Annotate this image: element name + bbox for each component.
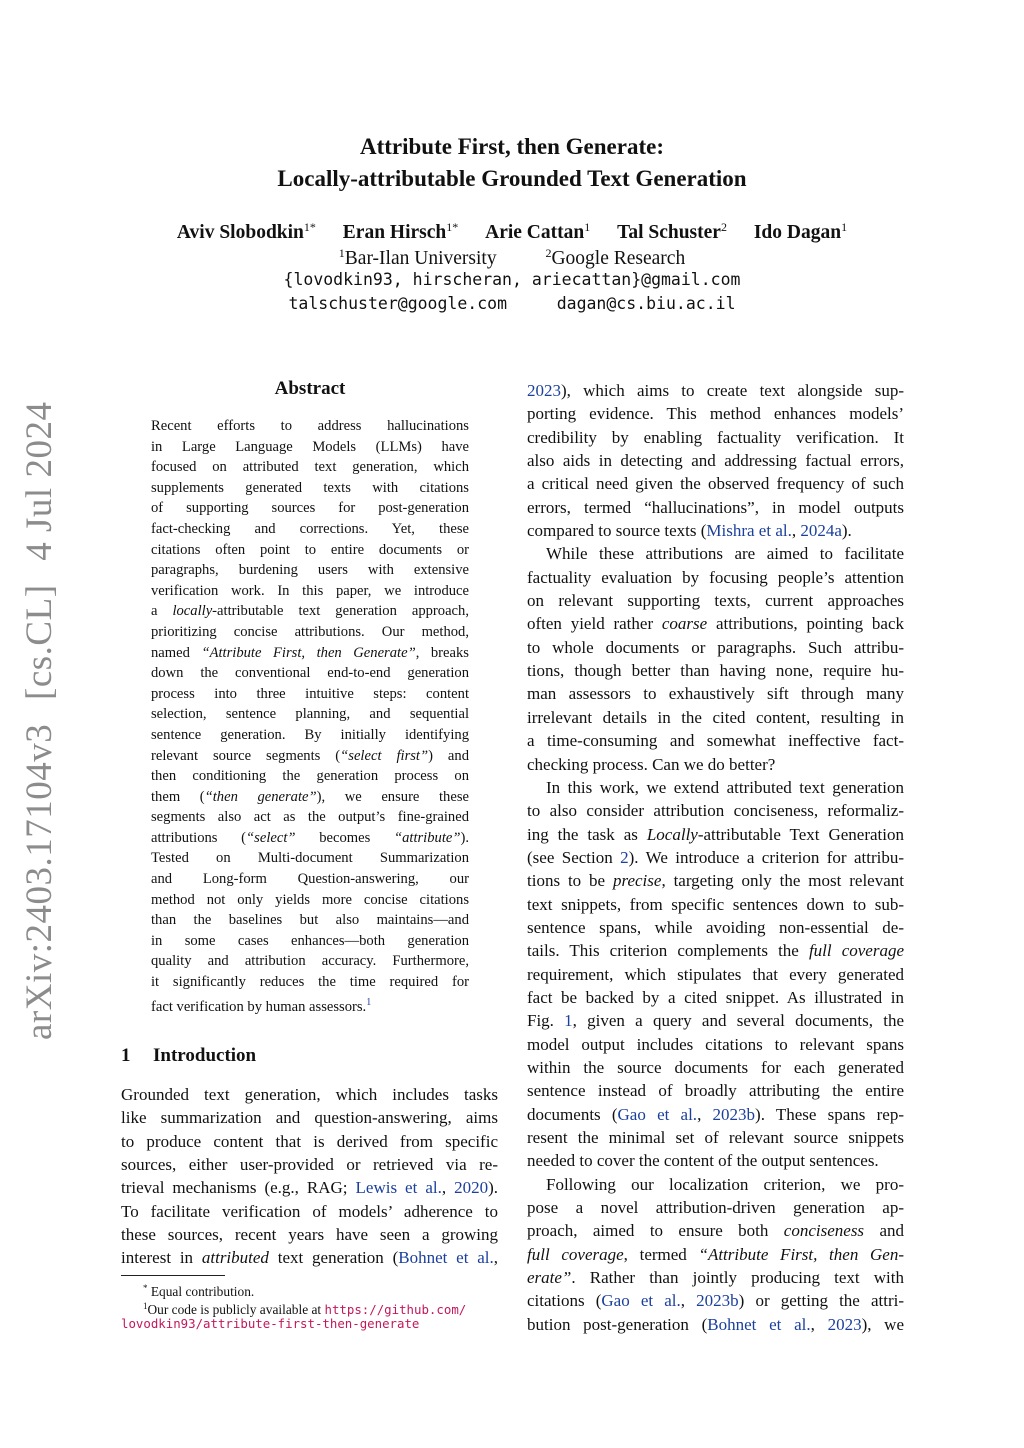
author: Aviv Slobodkin$^{1*}$ — [176, 220, 316, 243]
text-line — [151, 663, 469, 684]
text-segment: checking process. Can we do better? — [527, 754, 776, 774]
text-segment: . Rather than jointly producing text with — [571, 1268, 904, 1288]
text-line — [151, 890, 469, 911]
text-segment: down the conventional end-to-end generation — [151, 665, 469, 682]
text-line — [527, 729, 904, 752]
text-segment: ). We introduce a criterion for attribu- — [628, 847, 904, 867]
text-line — [527, 869, 904, 892]
text-segment: relevant source segments ( — [151, 747, 341, 764]
text-segment: ) or getting the attri- — [738, 1291, 905, 1311]
text-line — [121, 1200, 498, 1223]
citation-link[interactable]: 2023b — [712, 1104, 756, 1124]
text-segment: ), we — [861, 1314, 905, 1334]
emphasis-text: coarse — [661, 614, 708, 634]
text-segment: then conditioning the generation process on — [151, 768, 469, 785]
text-line — [151, 828, 469, 849]
footnote-rule — [121, 1275, 225, 1276]
section-number: 1 — [121, 1045, 131, 1066]
text-segment: segments also act as the output’s fine-grained — [151, 809, 469, 826]
text-segment: on relevant supporting texts, current approaches — [527, 591, 904, 611]
text-segment: Recent efforts to address hallucinations — [151, 418, 469, 434]
text-segment: verification work. In this paper, we introduce — [151, 582, 469, 599]
text-line — [527, 449, 904, 472]
emphasis-text: precise — [612, 871, 662, 891]
text-line — [151, 766, 469, 787]
text-segment: often yield rather — [527, 614, 662, 634]
citation-link[interactable]: Mishra et al. — [706, 521, 792, 541]
text-line — [527, 519, 904, 542]
text-segment: errors, termed “hallucinations”, in model outputs — [527, 497, 904, 517]
text-line — [151, 993, 469, 1014]
text-segment: model output includes citations to relevant spans — [527, 1034, 904, 1054]
citation-link[interactable]: 2 — [620, 847, 629, 867]
text-segment: sources, either user-provided or retrieved via re- — [121, 1155, 498, 1175]
text-segment: ing the task as — [527, 824, 647, 844]
right-column-text — [527, 379, 904, 1336]
text-segment: factuality evaluation by focusing people’s attention — [527, 567, 904, 587]
text-segment: of supporting sources for post-generation — [151, 500, 469, 517]
text-segment: Grounded text generation, which includes tasks — [121, 1085, 498, 1104]
text-line — [527, 1173, 904, 1196]
text-segment: To facilitate verification of models’ adherence to — [121, 1201, 498, 1221]
text-line — [151, 704, 469, 725]
text-line — [527, 939, 904, 962]
affiliations — [0, 246, 1024, 270]
email-line-2[interactable]: talschuster@google.com dagan@cs.biu.ac.il — [288, 294, 736, 313]
text-segment: these sources, recent years have seen a growing — [121, 1225, 498, 1245]
text-segment: , breaks — [415, 644, 469, 661]
text-segment: -attributable Text Generation — [697, 824, 904, 844]
text-segment: While these attributions are aimed to facilitate — [546, 544, 904, 564]
arxiv-id: arXiv:2403.17104v3 — [19, 723, 60, 1040]
emphasis-text: “select first” — [340, 747, 429, 764]
text-segment: In this work, we extend attributed text generation — [546, 777, 904, 797]
text-line — [527, 916, 904, 939]
emphasis-text: “Attribute First, then Generate” — [201, 644, 416, 661]
emphasis-text: “Attribute First, then Gen- — [698, 1244, 904, 1264]
text-line — [527, 472, 904, 495]
emphasis-text: “attribute” — [393, 829, 461, 846]
text-segment: attributions, pointing back — [707, 614, 904, 634]
paper-title — [0, 131, 1024, 195]
text-segment: , — [493, 1248, 498, 1268]
text-segment: sentence generation. By initially identifying — [151, 726, 469, 743]
text-line — [527, 776, 904, 799]
section-heading-introduction — [121, 1045, 256, 1067]
text-line — [527, 566, 904, 589]
text-line — [527, 612, 904, 635]
footnote-code-continued — [121, 1315, 501, 1333]
text-line — [151, 437, 469, 458]
text-line — [527, 1079, 904, 1102]
citation-link[interactable]: 2023b — [696, 1291, 739, 1311]
text-line — [527, 846, 904, 869]
text-line — [151, 684, 469, 705]
text-line — [151, 910, 469, 931]
text-segment: ), which aims to create text alongside sup- — [561, 381, 904, 400]
citation-link[interactable]: 2020 — [454, 1178, 489, 1198]
text-segment: , given a query and several documents, the — [572, 1011, 904, 1031]
text-segment: sentence spans, while avoiding non-essential de- — [527, 917, 904, 937]
text-segment: ). — [488, 1178, 499, 1198]
text-segment: and — [864, 1221, 904, 1241]
text-segment: process into three intuitive steps: content — [151, 685, 469, 702]
text-segment: ). — [460, 829, 469, 846]
emphasis-text: “then generate” — [204, 788, 317, 805]
text-line — [121, 1130, 498, 1153]
text-segment: supplements generated texts with citations — [151, 479, 469, 496]
text-segment: quality and attribution accuracy. Furthermore, — [151, 953, 469, 970]
text-segment: method not only yields more concise citations — [151, 891, 469, 908]
text-segment: , targeting only the most relevant — [661, 871, 904, 891]
emphasis-text: conciseness — [783, 1221, 865, 1241]
text-line — [527, 1219, 904, 1242]
affiliation: $^1$Bar-Ilan University — [338, 246, 497, 269]
emphasis-text: erate” — [527, 1268, 572, 1288]
text-segment: them ( — [151, 788, 205, 805]
emphasis-text: full coverage — [527, 1244, 624, 1264]
text-line — [151, 622, 469, 643]
text-line — [527, 1313, 904, 1336]
text-line — [151, 725, 469, 746]
text-line — [527, 1056, 904, 1079]
text-segment: a critical need given the observed frequency of such — [527, 474, 904, 494]
text-segment: to also consider attribution conciseness, reformaliz- — [527, 801, 904, 821]
text-line — [151, 972, 469, 993]
text-segment: documents ( — [527, 1104, 618, 1124]
text-segment: paragraphs, burdening users with extensive — [151, 562, 469, 579]
arxiv-date: 4 Jul 2024 — [19, 401, 60, 561]
text-segment: , — [680, 1291, 697, 1311]
text-line — [527, 682, 904, 705]
text-line — [527, 1243, 904, 1266]
author: Arie Cattan$^1$ — [485, 220, 591, 243]
text-line — [527, 1103, 904, 1126]
text-line — [151, 581, 469, 602]
author-list — [0, 220, 1024, 244]
text-line — [527, 799, 904, 822]
text-line — [151, 848, 469, 869]
text-line — [151, 478, 469, 499]
text-line — [527, 542, 904, 565]
author: Eran Hirsch$^{1*}$ — [342, 220, 459, 243]
code-url-link-continued[interactable]: lovodkin93/attribute-first-then-generate — [121, 1316, 420, 1331]
text-line — [527, 753, 904, 776]
text-segment: ). These spans rep- — [755, 1104, 905, 1124]
text-line — [527, 496, 904, 519]
text-line — [121, 1223, 498, 1246]
introduction-text — [121, 1083, 498, 1270]
text-line — [151, 416, 469, 437]
text-line — [121, 1106, 498, 1129]
text-line — [527, 706, 904, 729]
text-line — [151, 931, 469, 952]
footnote-marker-link[interactable]: 1 — [366, 996, 372, 1008]
text-line — [527, 659, 904, 682]
text-segment: , — [791, 521, 801, 541]
text-segment: porting evidence. This method enhances models’ — [527, 404, 904, 424]
text-line — [527, 1289, 904, 1312]
text-segment: also aids in detecting and addressing factual errors, — [527, 451, 904, 471]
text-segment: , termed — [623, 1244, 699, 1264]
citation-link[interactable]: Gao et al. — [601, 1291, 681, 1311]
code-url-link[interactable]: https://github.com/ — [324, 1302, 467, 1317]
text-line — [151, 519, 469, 540]
text-segment: sentence instead of broadly attributing the entire — [527, 1081, 904, 1101]
text-segment: fact verification by human assessors. — [151, 998, 367, 1015]
text-segment: (see Section — [527, 847, 621, 867]
text-line — [121, 1176, 498, 1199]
arxiv-category: [cs.CL] — [19, 584, 60, 700]
text-line — [527, 426, 904, 449]
text-line — [527, 986, 904, 1009]
abstract-heading: Abstract — [274, 378, 346, 399]
text-segment: ), we ensure these — [316, 788, 469, 805]
text-line — [151, 807, 469, 828]
section-title: Introduction — [153, 1045, 257, 1066]
text-segment: proach, aimed to ensure both — [527, 1221, 784, 1241]
text-segment: fact be backed by a cited snippet. As illustrated in — [527, 987, 904, 1007]
text-line — [527, 589, 904, 612]
emphasis-text: locally — [172, 603, 213, 620]
text-segment: needed to cover the content of the output sentences. — [527, 1151, 879, 1171]
text-line — [527, 1009, 904, 1032]
text-segment: compared to source texts ( — [527, 521, 707, 541]
email-line-1[interactable]: {lovodkin93, hirscheran, ariecattan}@gmail.com — [283, 270, 741, 289]
text-line — [151, 643, 469, 664]
text-line — [527, 893, 904, 916]
text-segment: interest in — [121, 1248, 202, 1268]
text-line — [527, 402, 904, 425]
text-segment: a time-consuming and somewhat ineffective fact- — [527, 731, 904, 751]
citation-link[interactable]: 2023 — [827, 1314, 862, 1334]
text-line — [527, 963, 904, 986]
text-line — [151, 951, 469, 972]
text-line — [527, 1149, 904, 1172]
text-line — [151, 457, 469, 478]
emphasis-text: attributed — [201, 1248, 269, 1268]
emphasis-text: “select” — [246, 829, 296, 846]
text-segment: selection, sentence planning, and sequential — [151, 706, 469, 723]
citation-link[interactable]: 2024a — [800, 521, 842, 541]
text-segment: becomes — [295, 829, 394, 846]
text-segment: irrelevant details in the cited content, resulting in — [527, 707, 904, 727]
text-line — [121, 1083, 498, 1106]
text-segment: resent the minimal set of relevant source snippets — [527, 1128, 904, 1147]
text-segment: attributions ( — [151, 829, 247, 846]
text-line — [527, 1033, 904, 1056]
title-line-2: Locally-attributable Grounded Text Generation — [277, 166, 747, 191]
citation-link[interactable]: 1 — [564, 1011, 573, 1031]
text-segment: Tested on Multi-document Summarization — [151, 850, 469, 867]
footnotes — [121, 1279, 501, 1333]
text-segment: , — [441, 1178, 455, 1198]
text-segment: focused on attributed text generation, which — [151, 459, 469, 476]
text-segment: ). — [841, 521, 852, 541]
text-segment: credibility by enabling factuality verification. It — [527, 427, 904, 447]
text-segment: and Long-form Question-answering, our — [151, 871, 469, 888]
text-line — [121, 1246, 498, 1269]
text-segment: Following our localization criterion, we pro- — [546, 1174, 904, 1194]
footnote-equal-contribution: * Equal contribution. — [143, 1283, 255, 1299]
footnote-code: $^1$Our code is publicly available at https://github.com/ — [143, 1301, 467, 1317]
abstract-body — [151, 416, 469, 1013]
author: Tal Schuster$^2$ — [617, 220, 727, 243]
text-segment: , — [810, 1314, 828, 1334]
text-line — [527, 1266, 904, 1289]
text-line — [121, 1153, 498, 1176]
text-line — [527, 379, 904, 402]
text-segment: text generation ( — [268, 1248, 399, 1268]
text-segment: , — [697, 1104, 713, 1124]
text-line — [151, 601, 469, 622]
text-line — [527, 636, 904, 659]
citation-link[interactable]: Bohnet et al. — [707, 1314, 811, 1334]
text-line — [151, 746, 469, 767]
text-segment: tions, though better than having none, require hu- — [527, 661, 904, 681]
text-segment: in Large Language Models (LLMs) have — [151, 438, 469, 455]
text-line — [151, 498, 469, 519]
text-segment: tions to be — [527, 871, 613, 891]
text-segment: a — [151, 603, 173, 620]
citation-link[interactable]: Lewis et al. — [355, 1178, 442, 1198]
text-line — [151, 869, 469, 890]
text-segment: pose a novel attribution-driven generation ap- — [527, 1198, 904, 1218]
citation-link[interactable]: Bohnet et al. — [398, 1248, 494, 1268]
text-segment: -attributable text generation approach, — [212, 603, 469, 620]
text-segment: citations often point to entire documents or — [151, 541, 469, 558]
text-segment: it significantly reduces the time required for — [151, 974, 469, 991]
emphasis-text: Locally — [646, 824, 698, 844]
text-segment: than the baselines but also maintains—and — [151, 912, 469, 929]
text-segment: requirement, which stipulates that every generated — [527, 964, 904, 984]
text-line — [151, 560, 469, 581]
text-line — [151, 787, 469, 808]
text-segment: Fig. — [527, 1011, 565, 1031]
citation-link[interactable]: Gao et al. — [617, 1104, 698, 1124]
citation-link[interactable]: 2023 — [527, 381, 561, 400]
text-segment: fact-checking and corrections. Yet, these — [151, 520, 469, 537]
text-segment: within the source documents for each generated — [527, 1057, 904, 1077]
text-segment: named — [151, 644, 202, 661]
text-segment: to whole documents or paragraphs. Such attribu- — [527, 637, 904, 657]
emphasis-text: full coverage — [808, 941, 904, 961]
text-line — [527, 1126, 904, 1149]
author: Ido Dagan$^1$ — [753, 220, 848, 243]
text-line — [151, 540, 469, 561]
text-segment: to produce content that is derived from specific — [121, 1131, 498, 1151]
text-segment: citations ( — [527, 1291, 602, 1311]
text-line — [527, 1196, 904, 1219]
text-segment: text snippets, from specific sentences down to sub- — [527, 894, 904, 914]
text-segment: ) and — [428, 747, 470, 764]
text-segment: trieval mechanisms (e.g., RAG; — [121, 1178, 356, 1198]
affiliation: $^2$Google Research — [545, 246, 686, 269]
text-line — [527, 823, 904, 846]
arxiv-identifier — [18, 402, 61, 1040]
text-segment: prioritizing concise attributions. Our method, — [151, 623, 469, 640]
text-segment: man assessors to exhaustively sift through many — [527, 684, 904, 704]
text-segment: like summarization and question-answering, aims — [121, 1108, 498, 1128]
text-segment: bution post-generation ( — [527, 1314, 708, 1334]
text-segment: tails. This criterion complements the — [527, 941, 809, 961]
text-segment: in some cases enhances—both generation — [151, 932, 469, 949]
title-line-1: Attribute First, then Generate: — [359, 134, 665, 159]
